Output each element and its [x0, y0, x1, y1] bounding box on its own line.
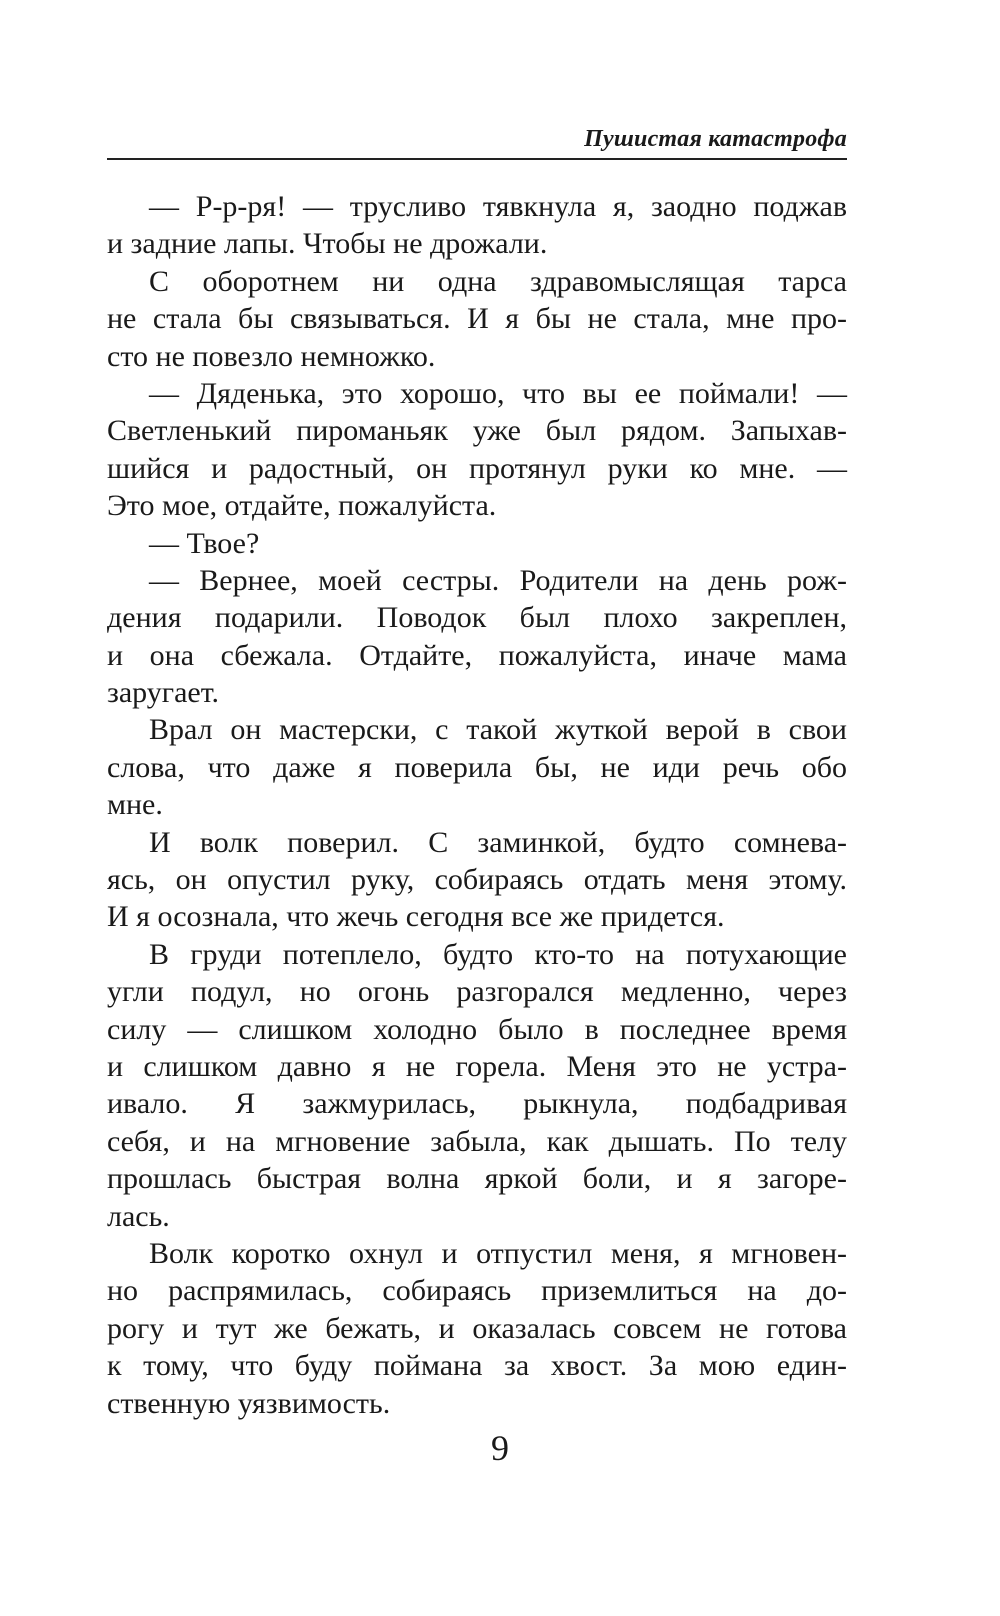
text-line: мне. — [107, 788, 163, 822]
text-line: сто не повезло немножко. — [107, 339, 436, 373]
text-line: угли подул, но огонь разгорался медленно, через — [107, 975, 847, 1009]
text-line: — Вернее, моей сестры. Родители на день рож- — [149, 563, 847, 597]
text-line: ясь, он опустил руку, собираясь отдать меня этому. — [107, 863, 847, 897]
text-line: Волк коротко охнул и отпустил меня, я мгновен- — [149, 1236, 847, 1270]
text-line: Светленький пироманьяк уже был рядом. Запыхав- — [107, 414, 847, 448]
running-title: Пушистая катастрофа — [584, 126, 847, 152]
text-line: ственную уязвимость. — [107, 1386, 391, 1420]
text-line: заругает. — [107, 676, 220, 710]
text-line: себя, и на мгновение забыла, как дышать. По телу — [107, 1124, 847, 1158]
text-line: — Р-р-ря! — трусливо тявкнула я, заодно поджав — [149, 190, 847, 223]
text-line: силу — слишком холодно было в последнее время — [107, 1012, 847, 1046]
paragraph — [107, 824, 847, 936]
text-line: И волк поверил. С заминкой, будто сомнева- — [149, 825, 847, 859]
text-line: лась. — [107, 1199, 170, 1233]
text-line: к тому, что буду поймана за хвост. За мою един- — [107, 1349, 847, 1383]
paragraph — [107, 375, 847, 525]
paragraph — [107, 525, 847, 562]
text-line: — Твое? — [149, 526, 260, 560]
body-text — [107, 188, 847, 1422]
paragraph — [107, 936, 847, 1235]
text-line: и слишком давно я не горела. Меня это не устра- — [107, 1049, 847, 1083]
text-line: и задние лапы. Чтобы не дрожали. — [107, 227, 548, 261]
text-line: и она сбежала. Отдайте, пожалуйста, иначе мама — [107, 638, 847, 672]
text-line: шийся и радостный, он протянул руки ко мне. — — [107, 451, 847, 485]
text-line: ивало. Я зажмурилась, рыкнула, подбадривая — [107, 1087, 847, 1121]
paragraph — [107, 711, 847, 823]
text-line: С оборотнем ни одна здравомыслящая тарса — [149, 264, 847, 298]
running-header — [107, 122, 847, 160]
text-line: И я осознала, что жечь сегодня все же придется. — [107, 900, 725, 934]
page-number: 9 — [491, 1428, 509, 1468]
text-line: Врал он мастерски, с такой жуткой верой в свои — [149, 713, 847, 747]
paragraph — [107, 263, 847, 375]
text-line: В груди потеплело, будто кто-то на потухающие — [149, 937, 847, 971]
text-line: Это мое, отдайте, пожалуйста. — [107, 489, 497, 523]
text-line: слова, что даже я поверила бы, не иди речь обо — [107, 750, 847, 784]
paragraph — [107, 188, 847, 263]
text-line: дения подарили. Поводок был плохо закреплен, — [107, 601, 847, 635]
text-line: не стала бы связываться. И я бы не стала, мне про- — [107, 302, 847, 336]
text-line: прошлась быстрая волна яркой боли, и я загоре- — [107, 1162, 847, 1196]
paragraph — [107, 1235, 847, 1422]
paragraph — [107, 562, 847, 712]
text-line: рогу и тут же бежать, и оказалась совсем не готова — [107, 1311, 847, 1345]
text-line: — Дяденька, это хорошо, что вы ее поймали! — — [149, 376, 847, 410]
text-line: но распрямилась, собираясь приземлиться на до- — [107, 1274, 847, 1308]
